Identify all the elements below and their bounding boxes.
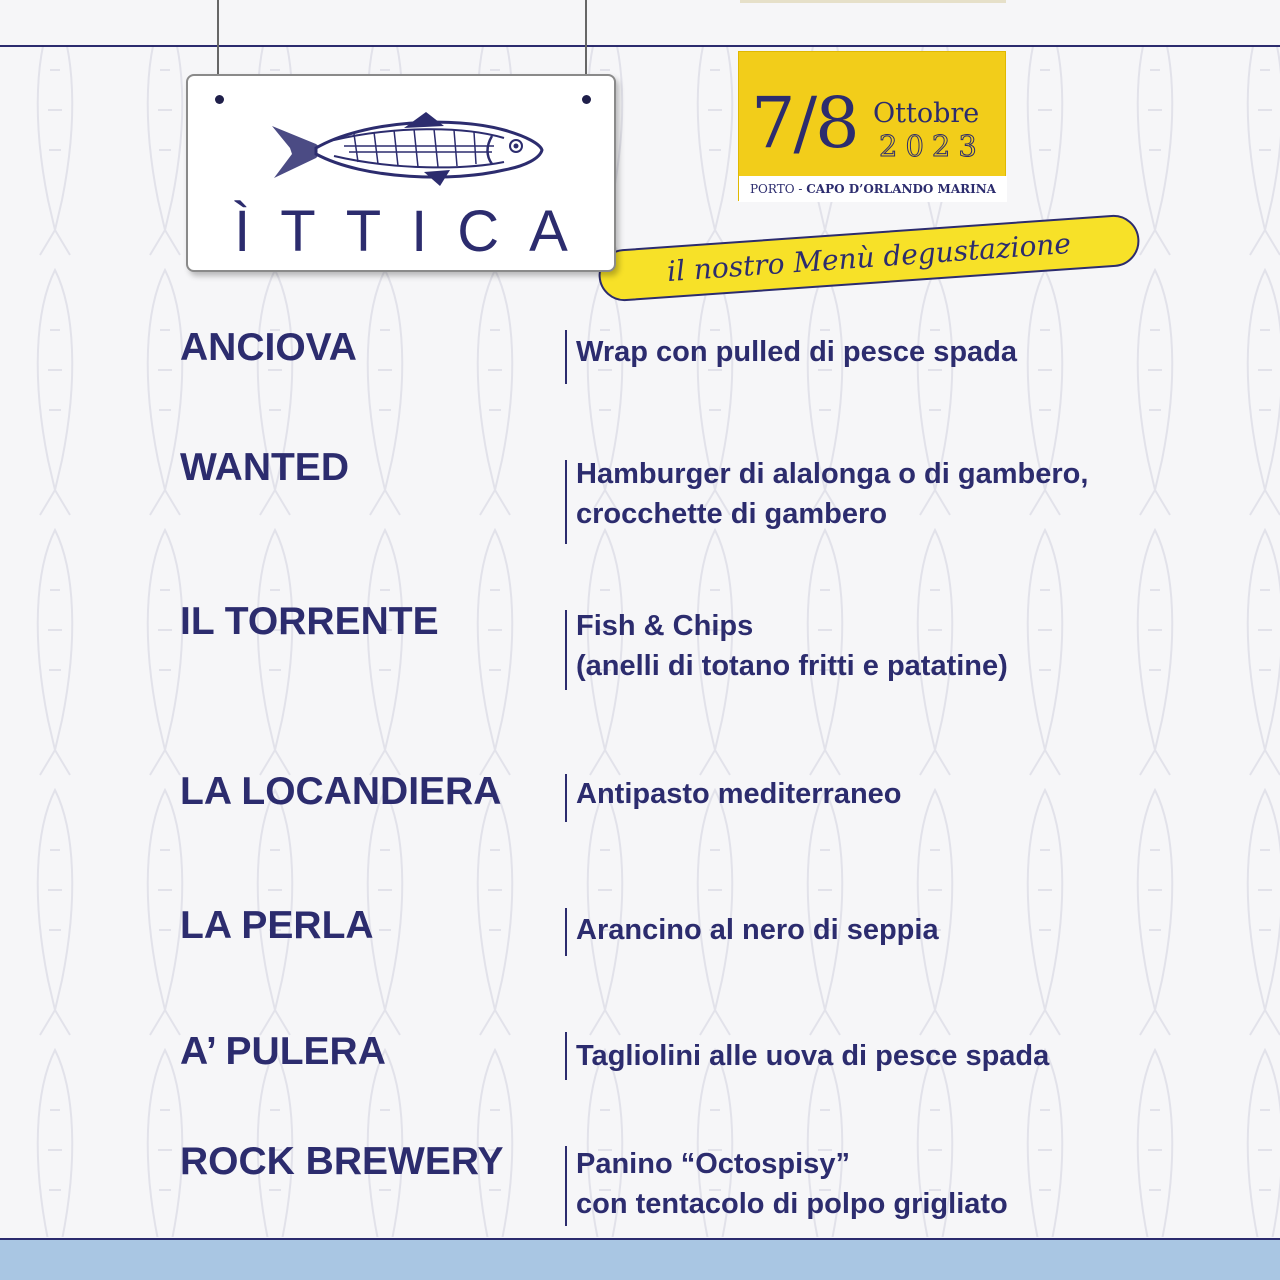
event-year: 2023 bbox=[879, 129, 985, 163]
vendor-name: ROCK BREWERY bbox=[180, 1140, 504, 1183]
row-separator bbox=[565, 908, 567, 956]
row-separator bbox=[565, 330, 567, 384]
row-separator bbox=[565, 610, 567, 690]
vendor-name: A’ PULERA bbox=[180, 1030, 386, 1073]
dish-description bbox=[576, 910, 1196, 950]
dish-description bbox=[576, 606, 1196, 686]
dish-description bbox=[576, 1036, 1196, 1076]
vendor-name: LA PERLA bbox=[180, 904, 374, 947]
dish-line: Antipasto mediterraneo bbox=[576, 778, 902, 810]
dish-description bbox=[576, 1144, 1196, 1224]
menu-tagline: il nostro Menù degustazione bbox=[597, 213, 1141, 303]
dish-line: Wrap con pulled di pesce spada bbox=[576, 336, 1018, 368]
vendor-name: ANCIOVA bbox=[180, 326, 357, 369]
row-separator bbox=[565, 1032, 567, 1080]
event-days: 7/8 bbox=[751, 82, 858, 164]
dish-description bbox=[576, 774, 1196, 814]
dish-line: Panino “Octospisy” bbox=[576, 1148, 850, 1180]
dish-description bbox=[576, 454, 1196, 534]
dish-line: Arancino al nero di seppia bbox=[576, 914, 939, 946]
vendor-name: IL TORRENTE bbox=[180, 600, 439, 643]
brand-name: ÌTTICA bbox=[234, 199, 598, 264]
dish-description bbox=[576, 332, 1196, 372]
event-location-prefix: PORTO - bbox=[749, 182, 807, 196]
dish-line: Fish & Chips bbox=[576, 610, 754, 642]
vendor-name: LA LOCANDIERA bbox=[180, 770, 502, 813]
vendor-name: WANTED bbox=[180, 446, 349, 489]
dish-line: (anelli di totano fritti e patatine) bbox=[576, 650, 1008, 682]
row-separator bbox=[565, 774, 567, 822]
dish-line: con tentacolo di polpo grigliato bbox=[576, 1188, 1008, 1220]
row-separator bbox=[565, 1146, 567, 1226]
dish-line: crocchette di gambero bbox=[576, 498, 888, 530]
row-separator bbox=[565, 460, 567, 544]
event-location-main: CAPO D’ORLANDO MARINA bbox=[806, 182, 996, 196]
dish-line: Tagliolini alle uova di pesce spada bbox=[576, 1040, 1050, 1072]
dish-line: Hamburger di alalonga o di gambero, bbox=[576, 458, 1089, 490]
event-month: Ottobre bbox=[873, 98, 980, 129]
